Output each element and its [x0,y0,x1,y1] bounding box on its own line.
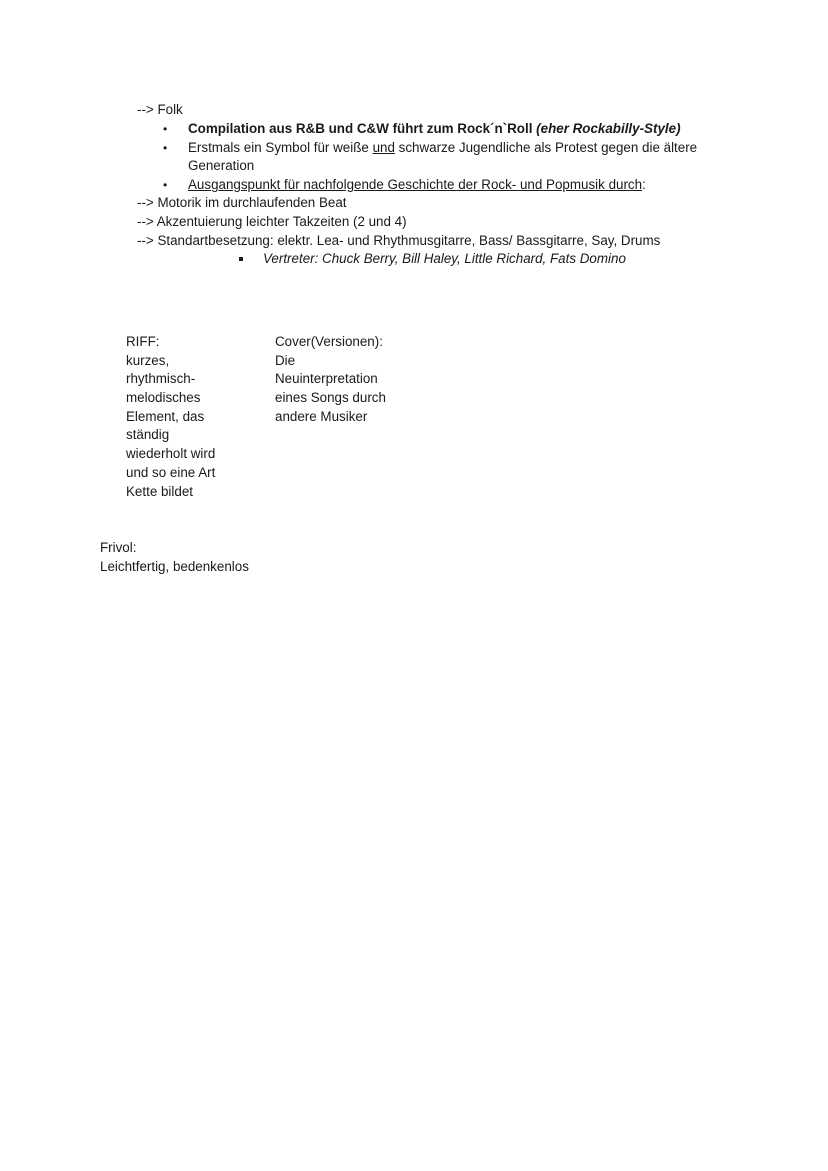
cover-line: Cover(Versionen): [275,334,383,349]
frivol-definition [100,539,249,576]
riff-line: rhythmisch- [126,371,196,387]
riff-line: melodisches [126,390,201,406]
arrow-line-motorik: --> Motorik im durchlaufenden Beat [137,195,347,210]
square-bullet-marker [239,257,243,261]
frivol-line: Frivol: [100,540,137,555]
riff-line: RIFF: [126,334,160,349]
cover-line: eines Songs durch [275,390,386,406]
bullet-ausgangspunkt-colon: : [642,177,646,192]
cover-line: Neuinterpretation [275,371,378,387]
cover-line: Die [275,352,296,368]
frivol-line: Leichtfertig, bedenkenlos [100,558,249,574]
bullet-symbol-part2: schwarze Jugendliche als Protest gegen die ältere [398,140,698,155]
folk-line: --> Folk [137,102,183,117]
cover-line: andere Musiker [275,408,368,424]
bullet-compilation-text: Compilation aus R&B und C&W führt zum Rock´n`Roll [188,121,533,136]
riff-line: wiederholt wird [126,446,216,462]
bullet-symbol-part1: Erstmals ein Symbol für weiße [188,140,369,155]
bullet-symbol [188,139,697,158]
bullet-marker: • [163,122,168,136]
bullet-symbol-line2: Generation [188,158,255,173]
sub-bullet-vertreter-text: Vertreter: Chuck Berry, Bill Haley, Little Richard, Fats Domino [263,251,626,266]
bullet-ausgangspunkt [188,176,646,195]
bullet-marker: • [163,178,168,192]
arrow-line-standartbesetzung: --> Standartbesetzung: elektr. Lea- und Rhythmusgitarre, Bass/ Bassgitarre, Say, Drums [137,233,661,248]
cover-definition [275,333,386,426]
bullet-ausgangspunkt-underlined: Ausgangspunkt für nachfolgende Geschichte der Rock- und Popmusik durch [188,177,643,192]
arrow-line-akzentuierung: --> Akzentuierung leichter Takzeiten (2 und 4) [137,214,407,229]
bullet-symbol-underlined: und [372,140,395,155]
riff-line: Element, das [126,408,205,424]
riff-line: Kette bildet [126,483,193,499]
bullet-marker: • [163,141,168,155]
bullet-compilation-italic: (eher Rockabilly-Style) [536,121,681,136]
riff-line: und so eine Art [126,464,216,480]
riff-line: kurzes, [126,352,170,368]
bullet-compilation [188,120,681,139]
riff-line: ständig [126,427,170,443]
riff-definition [126,333,215,501]
sub-bullet-vertreter [263,250,626,269]
